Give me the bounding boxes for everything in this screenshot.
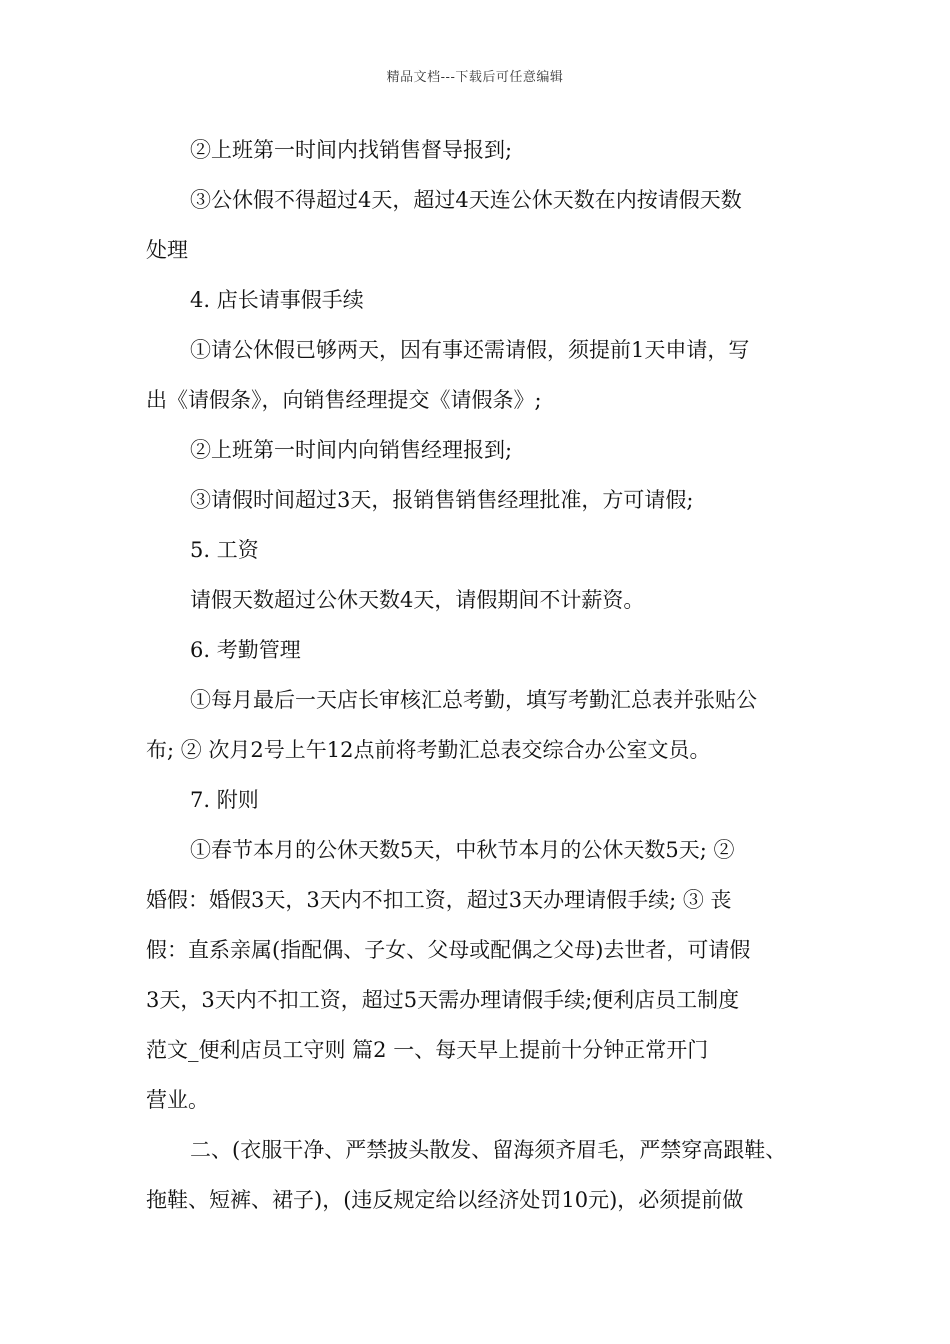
text-line: ③公休假不得超过4天，超过4天连公休天数在内按请假天数 [190,188,742,212]
text-line: 假：直系亲属(指配偶、子女、父母或配偶之父母)去世者，可请假 [146,938,751,962]
text-line: ③请假时间超过3天，报销售销售经理批准，方可请假; [190,488,694,512]
text-line: 拖鞋、短裤、裙子)，(违反规定给以经济处罚10元)，必须提前做 [146,1188,744,1212]
text-line: ②上班第一时间内向销售经理报到; [190,438,513,462]
text-line: 处理 [146,238,188,262]
section-heading: 5. 工资 [190,538,259,562]
text-line: ①春节本月的公休天数5天，中秋节本月的公休天数5天; ② [190,838,735,862]
text-line: 二、(衣服干净、严禁披头散发、留海须齐眉毛，严禁穿高跟鞋、 [190,1138,787,1162]
text-line: 营业。 [146,1088,209,1112]
section-heading: 6. 考勤管理 [190,638,301,662]
text-line: 布; ② 次月2号上午12点前将考勤汇总表交综合办公室文员。 [146,738,711,762]
section-heading: 4. 店长请事假手续 [190,288,364,312]
section-heading: 7. 附则 [190,788,259,812]
text-line: 婚假：婚假3天，3天内不扣工资，超过3天办理请假手续; ③ 丧 [146,888,732,912]
text-line: ②上班第一时间内找销售督导报到; [190,138,513,162]
text-line: 出《请假条》，向销售经理提交《请假条》; [146,388,542,412]
text-line: ①请公休假已够两天，因有事还需请假，须提前1天申请，写 [190,338,750,362]
text-line: ①每月最后一天店长审核汇总考勤，填写考勤汇总表并张贴公 [190,688,757,712]
page-header: 精品文档---下载后可任意编辑 [386,70,564,85]
text-line: 3天，3天内不扣工资，超过5天需办理请假手续;便利店员工制度 [146,988,740,1012]
text-line: 请假天数超过公休天数4天，请假期间不计薪资。 [190,588,645,612]
text-line: 范文_便利店员工守则 篇2 一、每天早上提前十分钟正常开门 [146,1038,709,1062]
